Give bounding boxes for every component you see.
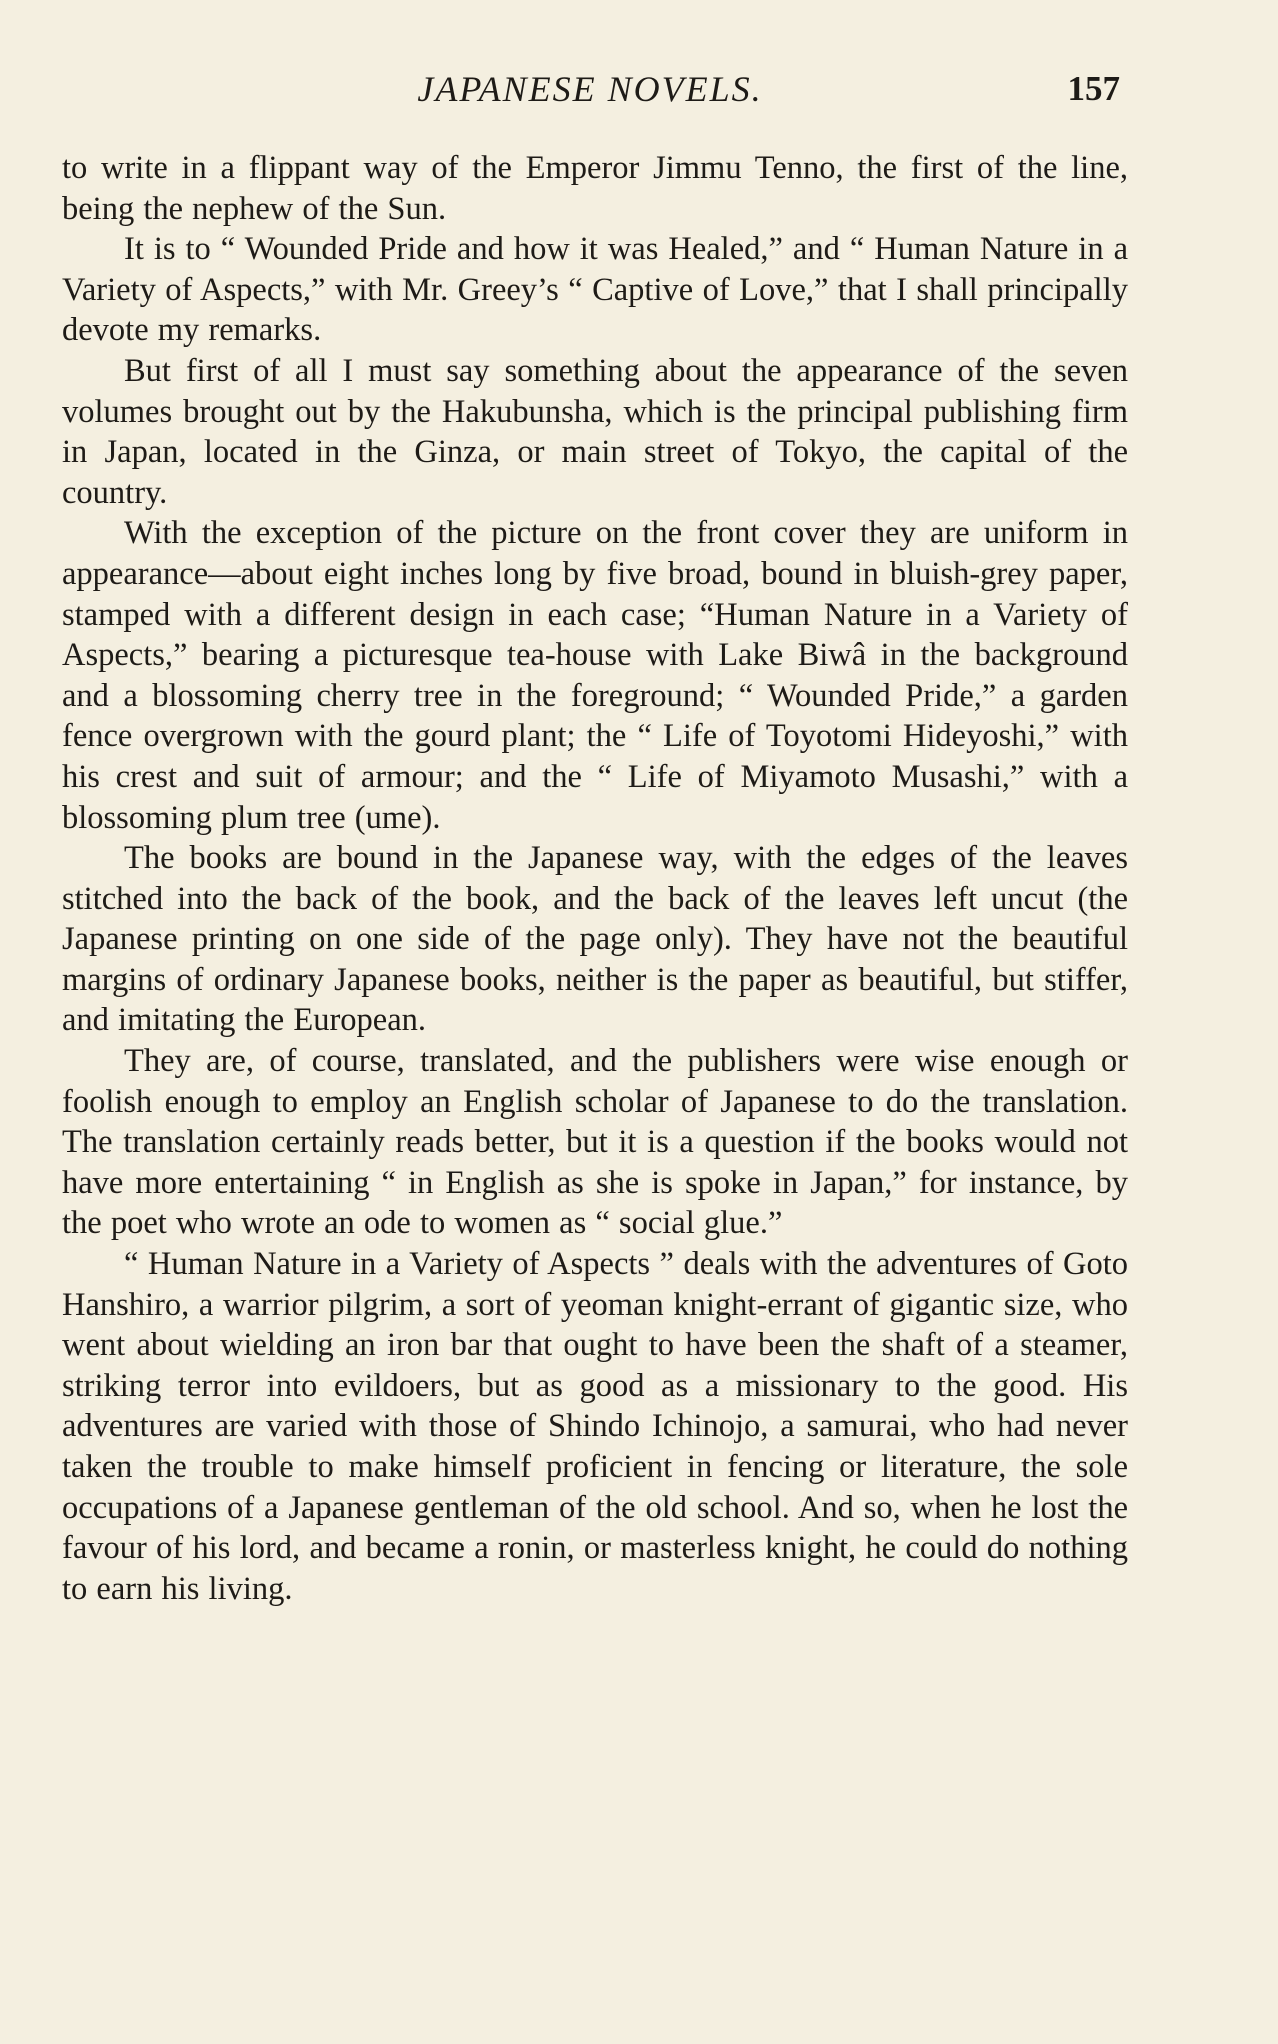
paragraph: With the exception of the picture on the front cover they are uniform in appearance—about eight inches long by five broad, bound in bluish-grey paper, stamped with a different design in each case; “Human Nature in a Variety of Aspects,” bearing a picturesque tea-house with Lake Biwâ in the background and a blossoming cherry tree in the foreground; “ Wounded Pride,” a garden fence overgrown with the gourd plant; the “ Life of Toyotomi Hideyoshi,” with his crest and suit of armour; and the “ Life of Miyamoto Musashi,” with a blossoming plum tree (ume). [62, 515, 1128, 836]
paragraph-continuation: to write in a flippant way of the Emperor Jimmu Tenno, the first of the line, being the nephew of the Sun. [62, 150, 1128, 227]
body-text [62, 148, 1128, 1609]
running-title: JAPANESE NOVELS. [417, 69, 763, 109]
paragraph: They are, of course, translated, and the publishers were wise enough or foolish enough to employ an English scholar of Japanese to do the translation. The translation certainly reads better, but it is a question if the books would not have more entertaining “ in English as she is spoke in Japan,” for instance, by the poet who wrote an ode to women as “ social glue.” [62, 1043, 1128, 1242]
paragraph: The books are bound in the Japanese way, with the edges of the leaves stitched into the back of the book, and the back of the leaves left uncut (the Japanese printing on one side of the page only). They have not the beautiful margins of ordinary Japanese books, neither is the paper as beautiful, but stiffer, and imitating the European. [62, 840, 1128, 1039]
paragraph: It is to “ Wounded Pride and how it was Healed,” and “ Human Nature in a Variety of Aspects,” with Mr. Greey’s “ Captive of Love,” that I shall principally devote my remarks. [62, 231, 1128, 349]
running-head [60, 64, 1120, 114]
page-number: 157 [1067, 69, 1120, 108]
paragraph: “ Human Nature in a Variety of Aspects ” deals with the adventures of Goto Hanshiro, a warrior pilgrim, a sort of yeoman knight-errant of gigantic size, who went about wielding an iron bar that ought to have been the shaft of a steamer, striking terror into evildoers, but as good as a missionary to the good. His adventures are varied with those of Shindo Ichinojo, a samurai, who had never taken the trouble to make himself proficient in fencing or literature, the sole occupations of a Japanese gentleman of the old school. And so, when he lost the favour of his lord, and became a ronin, or masterless knight, he could do nothing to earn his living. [62, 1246, 1128, 1607]
paragraph: But first of all I must say something about the appearance of the seven volumes brought out by the Hakubunsha, which is the principal publishing firm in Japan, located in the Ginza, or main street of Tokyo, the capital of the country. [62, 352, 1128, 511]
